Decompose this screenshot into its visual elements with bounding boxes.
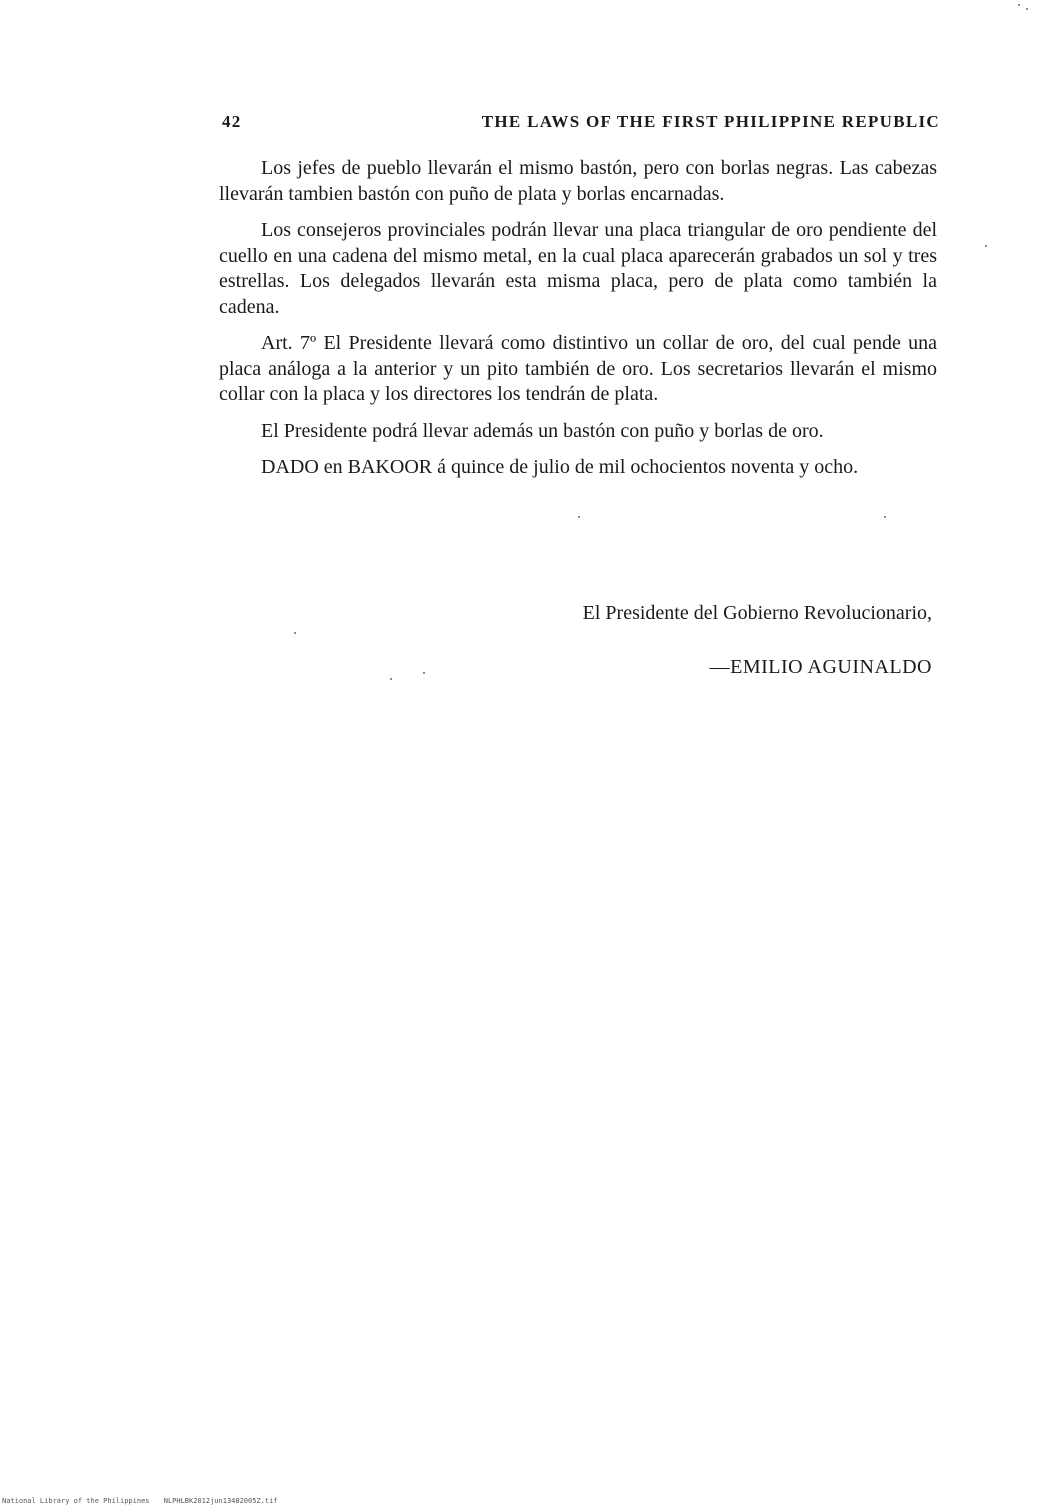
scan-speck — [423, 672, 425, 674]
paragraph: El Presidente podrá llevar además un bastón con puño y borlas de oro. — [261, 419, 824, 442]
scan-speck — [884, 516, 886, 518]
scan-footer — [2, 1497, 278, 1505]
paragraph: Los jefes de pueblo llevarán el mismo bastón, pero con borlas negras. Las cabezas llevarán tambien bastón con puño de plata y borlas encarnadas. — [219, 157, 937, 205]
paragraph: Art. 7º El Presidente llevará como distintivo un collar de oro, del cual pende una placa análoga a la anterior y un pito también de oro. Los secretarios llevarán el mismo collar con la placa y los directores los tendrán de plata. — [219, 332, 937, 405]
scan-speck — [985, 245, 987, 247]
paragraph: Los consejeros provinciales podrán llevar una placa triangular de oro pendiente del cuello en una cadena del mismo metal, en la cual placa aparecerán grabados un sol y tres estrellas. Los delegados llevarán esta misma placa, pero de plata como también la cadena. — [219, 219, 937, 318]
page-number: 42 — [222, 112, 242, 131]
running-title: THE LAWS OF THE FIRST PHILIPPINE REPUBLIC — [481, 112, 940, 131]
body-text — [219, 156, 937, 492]
scan-speck — [1026, 8, 1028, 10]
scan-speck — [390, 678, 392, 680]
footer-library: National Library of the Philippines — [2, 1497, 150, 1505]
footer-file-id: NLPHLBK2012jun13482005Z.tif — [163, 1497, 278, 1505]
signature-title: El Presidente del Gobierno Revolucionario, — [582, 602, 932, 624]
paragraph: DADO en BAKOOR á quince de julio de mil ochocientos noventa y ocho. — [261, 456, 859, 478]
scan-speck — [1018, 4, 1020, 6]
scan-speck — [578, 516, 580, 518]
running-header — [222, 112, 940, 140]
scan-speck — [294, 632, 296, 634]
signature-name: —EMILIO AGUINALDO — [709, 656, 932, 678]
